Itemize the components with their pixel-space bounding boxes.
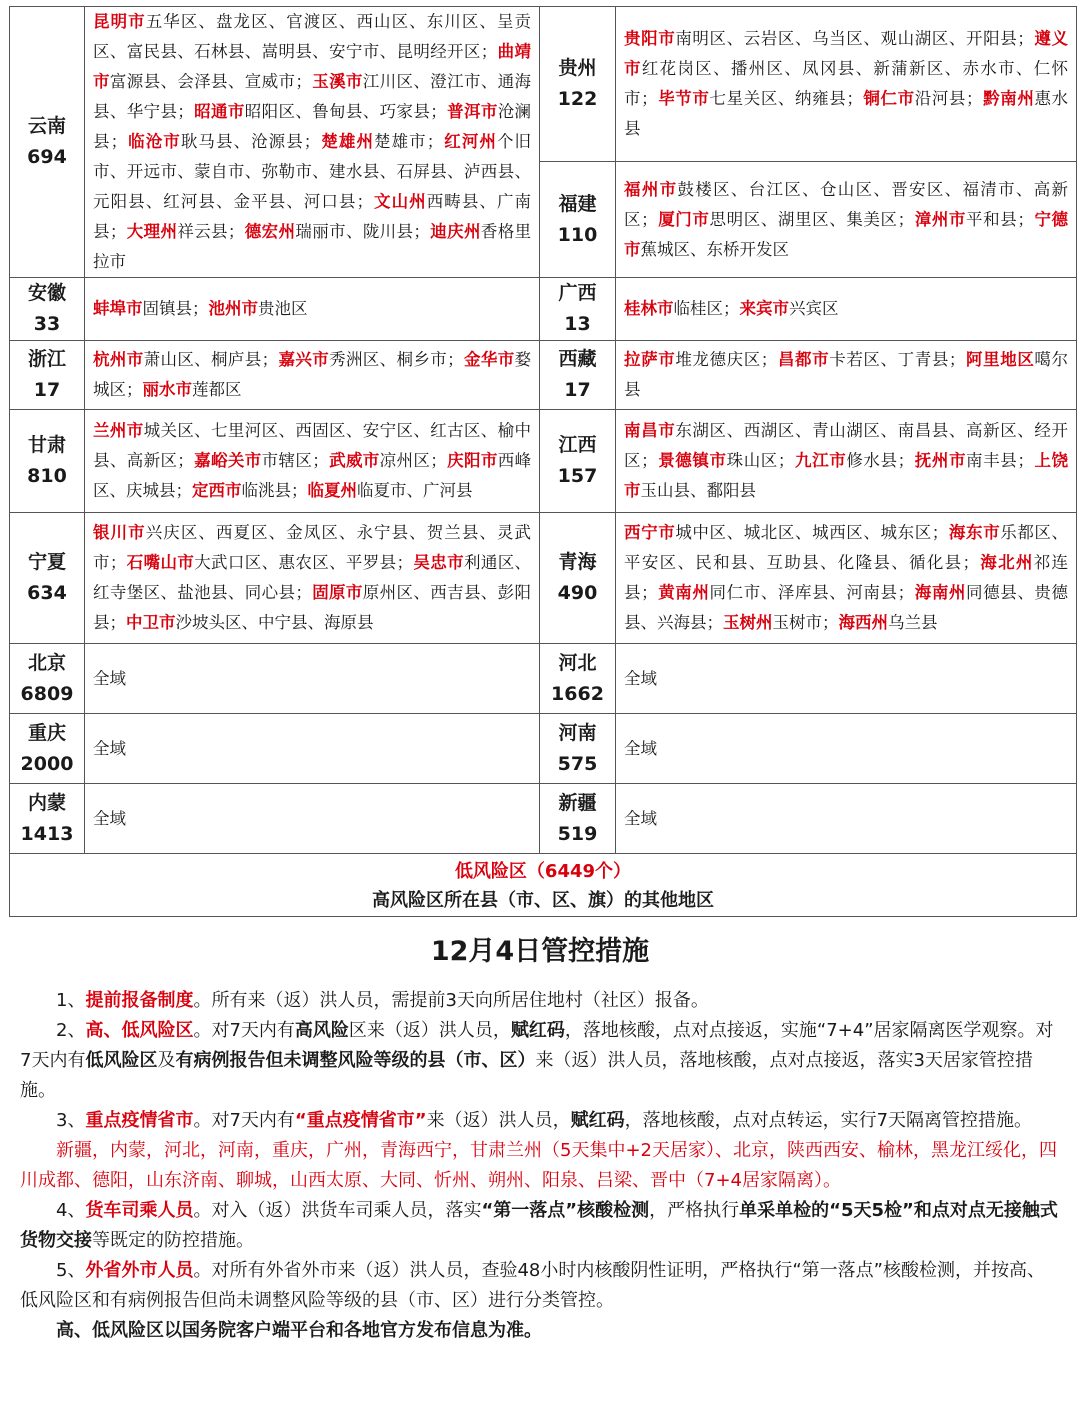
province-name: 云南 [27,115,66,137]
city-name: 上饶市 [624,451,1069,500]
city-name: 桂林市 [624,299,674,318]
city-name: 石嘴山市 [126,553,195,572]
province-cell [540,278,616,341]
city-name: 金华市 [463,350,515,369]
high-risk-count: 1662 [551,682,604,705]
province-cell [540,162,616,278]
province-cell [10,341,85,410]
district-list: 瑞丽市、陇川县； [295,222,430,241]
emphasis-text: 赋红码 [570,1110,625,1131]
district-list: 秀洲区、桐乡市； [329,350,464,369]
district-list: 鼓楼区、台江区、仓山区、晋安区、福清市、高新区； [624,179,1068,229]
city-name: 漳州市 [914,209,967,229]
measure-paragraph [20,1106,1060,1136]
city-name: 银川市 [93,523,146,542]
city-name: 丽水市 [142,380,192,399]
city-name: 景德镇市 [657,451,727,470]
area-list [85,644,540,714]
city-name: 固原市 [311,583,363,602]
province-cell [540,410,616,513]
city-name: 黔南州 [982,89,1035,108]
province-name: 江西 [558,434,597,456]
district-list: 红花岗区、播州区、凤冈县、新蒲新区、赤水市、仁怀市； [624,59,1068,108]
province-name: 贵州 [558,57,597,79]
high-risk-count: 810 [27,465,67,487]
district-list: 沙坡头区、中宁县、海原县 [175,613,374,632]
city-name: 黄南州 [657,583,710,602]
high-risk-count: 17 [564,379,591,401]
area-list [616,644,1077,714]
area-list [85,7,540,278]
emphasis-text: 低风险区 [85,1050,158,1071]
emphasis-text: 高、低风险区 [85,1020,194,1041]
low-risk-cell [10,854,1077,917]
city-name: 楚雄州 [320,132,374,151]
district-list: 西峰区、庆城县； [93,451,532,500]
area-list [616,410,1077,513]
city-name: 大理州 [126,222,178,241]
body-text: 。对所有外省外市来（返）洪人员，查验48小时内核酸阴性证明，严格执行“第一落点”核酸检测，并按高、低风险区和有病例报告但尚未调整风险等级的县（市、区）进行分类管控。 [20,1260,1046,1311]
district-list: 祥云县； [177,222,245,241]
city-name: 池州市 [208,299,258,318]
high-risk-count: 490 [557,582,598,604]
low-risk-title: 低风险区（6449个） [454,861,632,882]
city-name: 吴忠市 [413,553,464,572]
body-text: ，严格执行 [649,1200,740,1221]
city-name: 蚌埠市 [93,299,143,318]
district-list: 江川区、澄江市、通海县、华宁县； [93,72,532,121]
province-name: 福建 [558,192,597,215]
measure-paragraph [20,1016,1060,1106]
district-list: 富源县、会泽县、宣威市； [109,72,312,91]
district-list: 东湖区、西湖区、青山湖区、南昌县、高新区、经开区； [624,421,1069,470]
district-list: 同德县、贵德县、兴海县； [624,583,1069,632]
body-text: 等既定的防控措施。 [92,1230,254,1251]
province-cell [10,278,85,341]
district-list: 玉树市； [772,613,839,632]
body-text: 。对7天内有 [193,1110,295,1131]
table-row [10,714,1077,784]
city-name: 武威市 [328,451,380,470]
high-risk-count: 17 [33,379,61,401]
district-list: 玉山县、鄱阳县 [640,481,756,500]
district-list: 莲都区 [192,380,242,399]
province-name: 北京 [27,651,66,674]
area-list [616,341,1077,410]
body-text: 5、 [56,1260,86,1281]
district-list: 凉州区； [379,451,447,470]
table-row [10,278,1077,341]
emphasis-text: 赋红码 [510,1020,565,1041]
district-list: 五华区、盘龙区、官渡区、西山区、东川区、呈贡区、富民县、石林县、嵩明县、安宁市、昆明经开区； [93,12,531,61]
city-name: 厦门市 [657,209,710,229]
district-list: 固镇县； [142,299,209,318]
area-list [85,278,540,341]
province-cell [540,7,616,162]
province-cell [540,513,616,644]
district-list: 个旧市、开远市、蒙自市、弥勒市、建水县、石屏县、泸西县、元阳县、红河县、金平县、河口县； [93,132,531,211]
district-list: 修水县； [846,451,915,470]
body-text: 4、 [56,1200,86,1221]
control-measures-notice [20,932,1060,1346]
district-list: 南丰县； [966,451,1034,470]
city-name: 临夏州 [307,481,357,500]
key-regions-list [20,1136,1060,1196]
emphasis-text: 有病例报告但未调整风险等级的县（市、区） [175,1050,536,1071]
city-name: 嘉峪关市 [193,451,262,470]
district-list: 全域 [624,738,657,758]
city-name: 贵阳市 [624,29,676,48]
province-cell [10,644,85,714]
city-name: 曲靖市 [93,42,532,91]
city-name: 德宏州 [244,222,296,241]
district-list: 平和县； [966,209,1034,229]
city-name: 杭州市 [93,350,144,369]
city-name: 定西市 [192,481,242,500]
high-risk-count: 6809 [20,682,74,705]
city-name: 西宁市 [624,523,676,542]
province-cell [540,784,616,854]
district-list: 临夏市、广河县 [357,481,473,500]
body-text: 3、 [56,1110,86,1131]
body-text: 2、 [56,1020,86,1041]
province-name: 甘肃 [27,434,66,456]
body-text: ，落地核酸，点对点转运，实行7天隔离管控措施。 [624,1110,1033,1131]
province-name: 新疆 [558,791,597,814]
city-name: 文山州 [372,192,427,211]
city-name: 海西州 [838,613,888,632]
table-row [10,784,1077,854]
province-name: 安徽 [27,282,66,304]
emphasis-text: 重点疫情省市 [85,1110,194,1131]
measure-paragraph [20,1196,1060,1256]
province-name: 河南 [558,721,597,744]
city-name: 玉树州 [723,613,773,632]
district-list: 婺城区； [93,350,532,399]
province-cell [10,714,85,784]
table-row [10,341,1077,410]
city-name: 阿里地区 [965,350,1035,369]
body-text: 新疆，内蒙，河北，河南，重庆，广州，青海西宁，甘肃兰州（5天集中+2天居家）、北京，陕西西安、榆林，黑龙江绥化，四川成都、德阳，山东济南、聊城，山西太原、大同、忻州、朔州、阳泉、吕梁、晋中（7+4居家隔离）。 [20,1140,1057,1191]
district-list: 惠水县 [624,89,1069,138]
high-risk-count: 1413 [20,822,74,845]
district-list: 楚雄市； [374,132,444,151]
city-name: 中卫市 [126,613,176,632]
city-name: 普洱市 [446,102,498,121]
city-name: 昭通市 [193,102,245,121]
district-list: 临洮县； [241,481,308,500]
city-name: 南昌市 [624,421,676,440]
district-list: 同仁市、泽库县、河南县； [709,583,915,602]
district-list: 临桂区； [673,299,740,318]
area-list [85,714,540,784]
area-list [85,410,540,513]
city-name: 海南州 [914,583,967,602]
city-name: 兰州市 [93,421,144,440]
province-name: 重庆 [27,721,66,744]
area-list [85,513,540,644]
area-list [616,278,1077,341]
body-text: 及 [157,1050,176,1071]
district-list: 沿河县； [914,89,983,108]
high-risk-count: 2000 [20,752,74,775]
city-name: 红河州 [443,132,497,151]
city-name: 九江市 [794,451,847,470]
emphasis-text: 高、低风险区以国务院客户端平台和各地官方发布信息为准。 [56,1320,542,1341]
province-name: 广西 [558,282,597,304]
area-list [85,784,540,854]
body-text: 。所有来（返）洪人员，需提前3天向所居住地村（社区）报备。 [193,990,709,1011]
high-risk-count: 122 [557,88,598,110]
body-text: ，落地核酸，点对点接返，实施“7+4”居家隔离医学观察。对7天内有 [20,1020,1054,1071]
high-risk-count: 575 [557,752,598,775]
province-name: 浙江 [27,348,66,370]
body-text: 。对7天内有 [193,1020,295,1041]
high-risk-count: 694 [27,146,67,168]
province-name: 青海 [558,551,597,573]
table-row [10,644,1077,714]
city-name: 昆明市 [93,12,146,31]
high-risk-count: 13 [564,313,591,335]
area-list [616,513,1077,644]
district-list: 昭阳区、鲁甸县、巧家县； [244,102,447,121]
area-list [85,341,540,410]
district-list: 利通区、红寺堡区、盐池县、同心县； [93,553,532,602]
city-name: 来宾市 [739,299,789,318]
district-list: 西畴县、广南县； [93,192,531,241]
table-row [10,513,1077,644]
high-risk-count: 110 [557,223,598,246]
district-list: 珠山区； [726,451,795,470]
district-list: 全域 [624,808,657,828]
city-name: 玉溪市 [311,72,363,91]
district-list: 原州区、西吉县、彭阳县； [93,583,532,632]
emphasis-text: 外省外市人员 [85,1260,194,1281]
emphasis-text: 货车司乘人员 [85,1200,194,1221]
district-list: 兴庆区、西夏区、金凤区、永宁县、贺兰县、灵武市； [93,523,531,572]
district-list: 噶尔县 [624,350,1069,399]
district-list: 耿马县、沧源县； [180,132,321,151]
emphasis-text: 高风险 [294,1020,349,1041]
city-name: 昌都市 [777,350,830,369]
province-cell [10,7,85,278]
district-list: 香格里拉市 [93,222,532,271]
district-list: 七星关区、纳雍县； [709,89,863,108]
district-list: 全域 [93,808,126,828]
district-list: 大武口区、惠农区、平罗县； [194,553,414,572]
province-name: 宁夏 [27,551,66,573]
high-risk-area-table [9,6,1077,917]
province-cell [540,341,616,410]
low-risk-row [10,854,1077,917]
city-name: 毕节市 [657,89,710,108]
city-name: 遵义市 [624,29,1069,78]
district-list: 全域 [93,668,126,688]
high-risk-count: 157 [557,465,598,487]
district-list: 乐都区、平安区、民和县、互助县、化隆县、循化县； [624,523,1069,572]
district-list: 卡若区、丁青县； [829,350,966,369]
city-name: 临沧市 [127,132,181,151]
body-text: 区来（返）洪人员， [348,1020,511,1041]
high-risk-count: 33 [33,313,61,335]
city-name: 庆阳市 [446,451,498,470]
emphasis-text: 提前报备制度 [85,990,194,1011]
notice-body [20,986,1060,1346]
body-text: 来（返）洪人员， [426,1110,571,1131]
measure-paragraph [20,1256,1060,1316]
district-list: 蕉城区、东桥开发区 [640,239,789,259]
emphasis-text: 单采单检的“5天5检”和点对点无接触式货物交接 [20,1200,1058,1251]
district-list: 城中区、城北区、城西区、城东区； [675,523,949,542]
province-cell [540,714,616,784]
area-list [616,162,1077,278]
province-cell [10,513,85,644]
area-list [616,7,1077,162]
district-list: 堆龙德庆区； [675,350,778,369]
table-row [10,7,1077,162]
district-list: 兴宾区 [789,299,839,318]
province-cell [10,410,85,513]
body-text: 1、 [56,990,86,1011]
measure-paragraph [20,1316,1060,1346]
province-name: 河北 [558,651,597,674]
high-risk-count: 634 [27,582,67,604]
province-name: 内蒙 [27,791,66,814]
city-name: 海东市 [948,523,1001,542]
city-name: 福州市 [624,179,678,199]
district-list: 南明区、云岩区、乌当区、观山湖区、开阳县； [675,29,1034,48]
city-name: 宁德市 [624,209,1069,259]
high-risk-count: 519 [557,822,598,845]
district-list: 祁连县； [624,553,1068,602]
district-list: 市辖区； [261,451,329,470]
notice-title: 12月4日管控措施 [430,936,650,967]
district-list: 思明区、湖里区、集美区； [709,209,915,229]
district-list: 乌兰县 [888,613,938,632]
district-list: 沧澜县； [93,102,532,151]
province-cell [10,784,85,854]
city-name: 迪庆州 [429,222,481,241]
area-list [616,784,1077,854]
district-list: 城关区、七里河区、西固区、安宁区、红古区、榆中县、高新区； [93,421,532,470]
city-name: 拉萨市 [624,350,676,369]
province-cell [540,644,616,714]
district-list: 全域 [93,738,126,758]
emphasis-text: “重点疫情省市” [294,1110,427,1131]
body-text: 来（返）洪人员，落地核酸，点对点接返，落实3天居家管控措施。 [20,1050,1033,1101]
city-name: 海北州 [978,553,1034,572]
table-row [10,410,1077,513]
city-name: 铜仁市 [862,89,915,108]
low-risk-description: 高风险区所在县（市、区、旗）的其他地区 [372,890,714,911]
area-list [616,714,1077,784]
measure-paragraph [20,986,1060,1016]
province-name: 西藏 [558,348,597,370]
city-name: 抚州市 [914,451,967,470]
body-text: 。对入（返）洪货车司乘人员，落实 [193,1200,482,1221]
district-list: 全域 [624,668,657,688]
district-list: 贵池区 [258,299,308,318]
emphasis-text: “第一落点”核酸检测 [481,1200,650,1221]
district-list: 萧山区、桐庐县； [143,350,279,369]
city-name: 嘉兴市 [278,350,330,369]
